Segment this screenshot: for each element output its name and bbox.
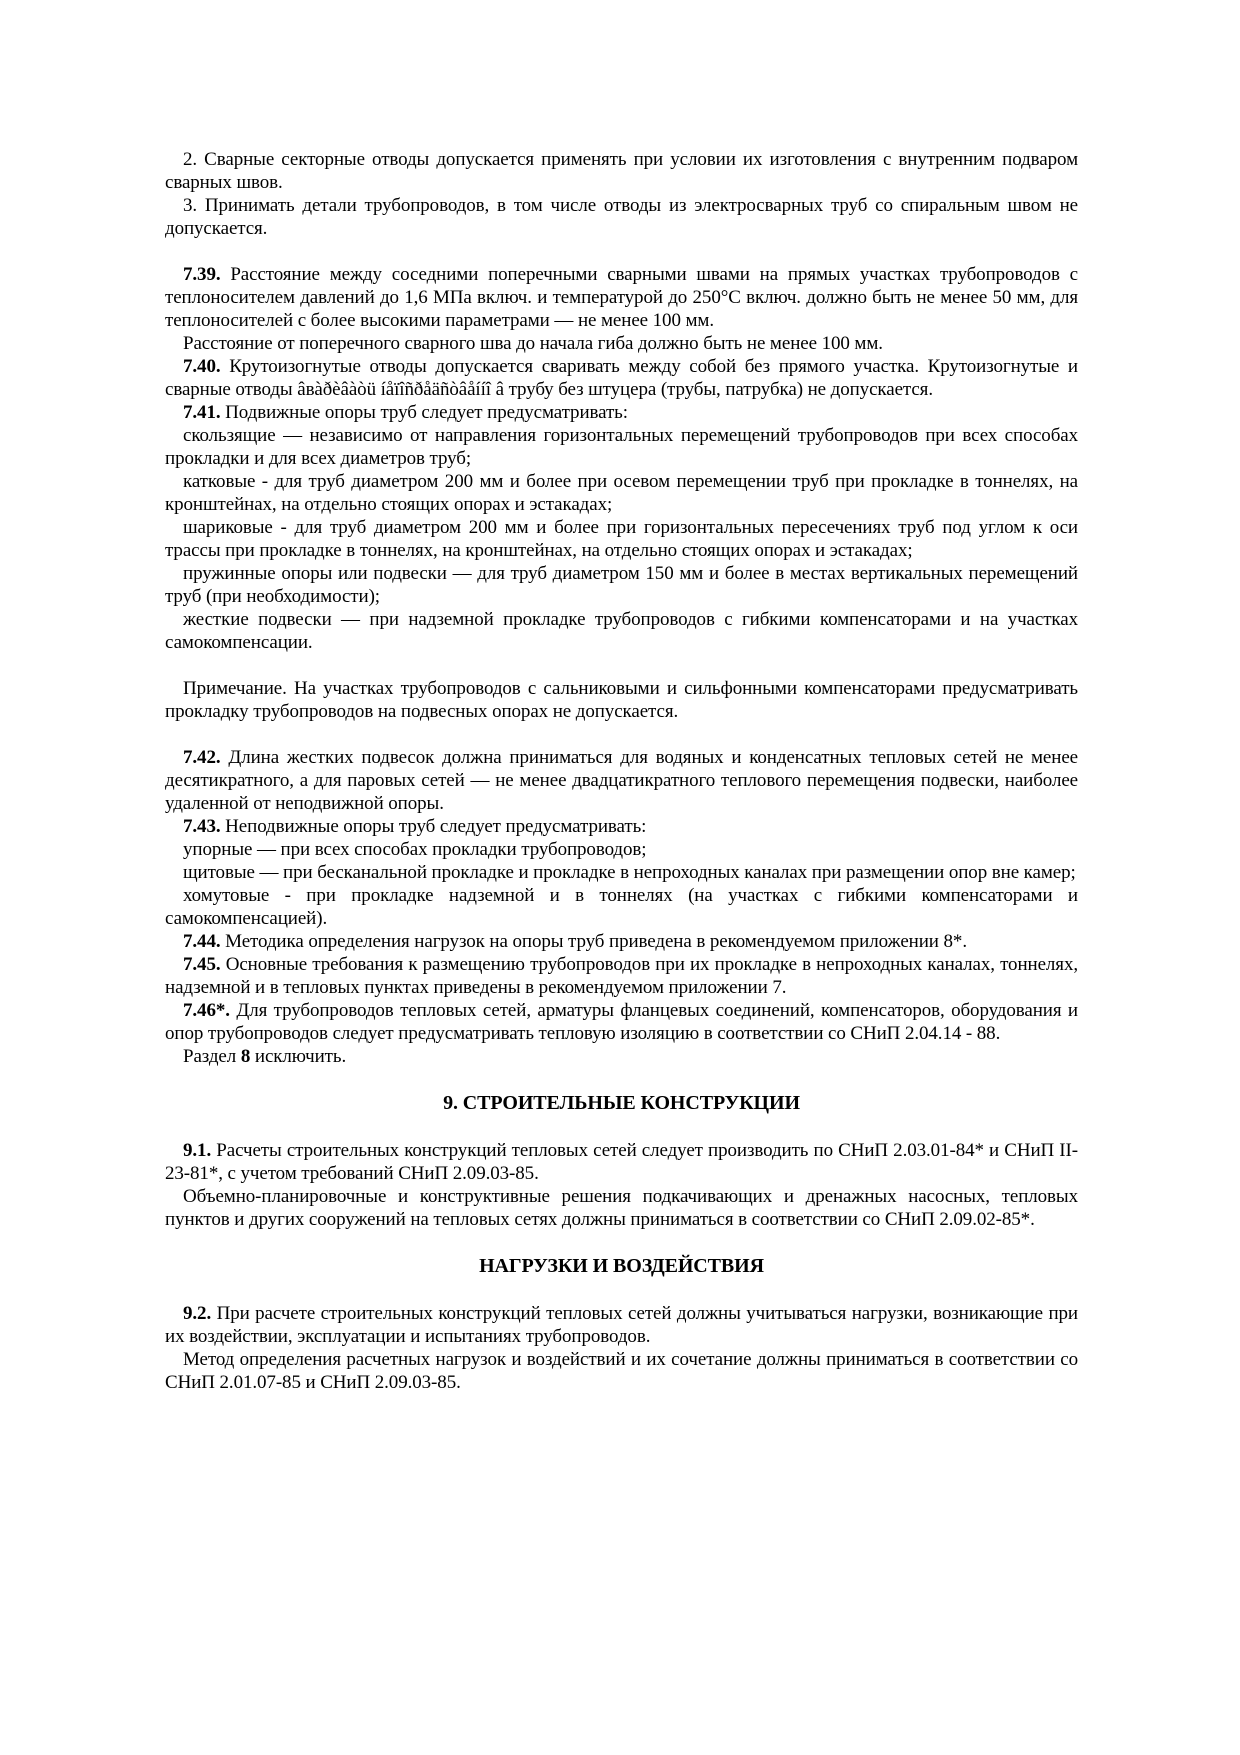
heading-loads-and-impacts: НАГРУЗКИ И ВОЗДЕЙСТВИЯ [479, 1255, 764, 1277]
list-item-sliding-supports [165, 424, 1078, 470]
paragraph-7-43-text: Неподвижные опоры труб следует предусматривать: [225, 816, 647, 837]
list-item-thrust-supports [165, 838, 1078, 861]
paragraph-7-39-text: Расстояние между соседними поперечными сварными швами на прямых участках трубопроводов с теплоносителем давлений до 1,6 МПа включ. и температурой до 250°С включ. должно быть не менее 50 мм, для теплоносителей с более высокими параметрами — не менее 100 мм. [165, 264, 1079, 331]
paragraph-note [165, 677, 1078, 723]
paragraph-7-41-text: Подвижные опоры труб следует предусматривать: [225, 402, 628, 423]
paragraph-item-2-text: 2. Сварные секторные отводы допускается применять при условии их изготовления с внутренним подваром сварных швов. [165, 149, 1078, 193]
paragraph-7-46-number: 7.46*. [183, 1000, 230, 1021]
paragraph-9-1-continuation-text: Объемно-планировочные и конструктивные решения подкачивающих и дренажных насосных, тепловых пунктов и других сооружений на тепловых сетях должны приниматься в соответствии со СНиП 2.09.02-85*. [165, 1186, 1078, 1230]
paragraph-9-1-text: Расчеты строительных конструкций тепловых сетей следует производить по СНиП 2.03.01-84* и СНиП II-23-81*, с учетом требований СНиП 2.09.03-85. [165, 1140, 1078, 1184]
paragraph-7-39-number: 7.39. [183, 264, 221, 285]
paragraph-item-3-text: 3. Принимать детали трубопроводов, в том числе отводы из электросварных труб со спиральным швом не допускается. [165, 195, 1078, 239]
paragraph-9-2-text: При расчете строительных конструкций тепловых сетей должны учитываться нагрузки, возникающие при их воздействии, эксплуатации и испытаниях трубопроводов. [165, 1303, 1078, 1347]
list-item-ball-supports [165, 516, 1078, 562]
paragraph-7-42-number: 7.42. [183, 747, 221, 768]
paragraph-item-3 [165, 194, 1078, 240]
list-item-spring-supports-text: пружинные опоры или подвески — для труб диаметром 150 мм и более в местах вертикальных перемещений труб (при необходимости); [165, 563, 1078, 607]
paragraph-7-46 [165, 999, 1078, 1045]
document-text-column [165, 148, 1078, 1394]
paragraph-7-40-number: 7.40. [183, 356, 221, 377]
paragraph-7-44 [165, 930, 1078, 953]
list-item-shield-supports [165, 861, 1078, 884]
paragraph-7-40 [165, 355, 1078, 401]
paragraph-note-text: Примечание. На участках трубопроводов с сальниковыми и сильфонными компенсаторами предусматривать прокладку трубопроводов на подвесных опорах не допускается. [165, 678, 1078, 722]
heading-section-9: 9. СТРОИТЕЛЬНЫЕ КОНСТРУКЦИИ [443, 1092, 800, 1114]
list-item-roller-supports-text: катковые - для труб диаметром 200 мм и более при осевом перемещении труб при прокладке в тоннелях, на кронштейнах, на отдельно стоящих опорах и эстакадах; [165, 471, 1078, 515]
paragraph-7-42 [165, 746, 1078, 815]
list-item-clamp-supports-text: хомутовые - при прокладке надземной и в тоннелях (на участках с гибкими компенсаторами и самокомпенсацией). [165, 885, 1078, 929]
paragraph-9-2 [165, 1302, 1078, 1348]
paragraph-section-8-excluded-pre: Раздел [183, 1046, 237, 1067]
paragraph-7-41 [165, 401, 1078, 424]
paragraph-7-43-number: 7.43. [183, 816, 221, 837]
paragraph-section-8-excluded-number: 8 [240, 1046, 251, 1067]
list-item-ball-supports-text: шариковые - для труб диаметром 200 мм и более при горизонтальных пересечениях труб под углом к оси трассы при прокладке в тоннелях, на кронштейнах, на отдельно стоящих опорах и эстакадах; [165, 517, 1078, 561]
paragraph-7-39-continuation [165, 332, 1078, 355]
list-item-sliding-supports-text: скользящие — независимо от направления горизонтальных перемещений трубопроводов при всех способах прокладки и для всех диаметров труб; [165, 425, 1078, 469]
list-item-clamp-supports [165, 884, 1078, 930]
paragraph-section-8-excluded [165, 1045, 1078, 1068]
list-item-thrust-supports-text: упорные — при всех способах прокладки трубопроводов; [183, 839, 647, 860]
paragraph-7-45-number: 7.45. [183, 954, 221, 975]
paragraph-7-45-text: Основные требования к размещению трубопроводов при их прокладке в непроходных каналах, тоннелях, надземной и в тепловых пунктах приведены в рекомендуемом приложении 7. [165, 954, 1078, 998]
list-item-rigid-hangers [165, 608, 1078, 654]
paragraph-7-39-continuation-text: Расстояние от поперечного сварного шва до начала гиба должно быть не менее 100 мм. [183, 333, 883, 354]
paragraph-7-44-text: Методика определения нагрузок на опоры труб приведена в рекомендуемом приложении 8*. [225, 931, 967, 952]
paragraph-7-42-text: Длина жестких подвесок должна приниматься для водяных и конденсатных тепловых сетей не менее десятикратного, а для паровых сетей — не менее двадцатикратного теплового перемещения подвески, наиболее удаленной от неподвижной опоры. [165, 747, 1079, 814]
paragraph-9-1 [165, 1139, 1078, 1185]
paragraph-7-46-text: Для трубопроводов тепловых сетей, арматуры фланцевых соединений, компенсаторов, оборудования и опор трубопроводов следует предусматривать тепловую изоляцию в соответствии со СНиП 2.04.14 - 88. [165, 1000, 1078, 1044]
paragraph-7-41-number: 7.41. [183, 402, 221, 423]
paragraph-7-40-text: Крутоизогнутые отводы допускается сваривать между собой без прямого участка. Крутоизогнутые и сварные отводы âвàðèâàòü íåïîñðåäñòâåííî â трубу без штуцера (трубы, патрубка) не допускается. [165, 356, 1078, 400]
paragraph-9-1-number: 9.1. [183, 1140, 212, 1161]
paragraph-7-43 [165, 815, 1078, 838]
paragraph-section-8-excluded-post: исключить. [254, 1046, 347, 1067]
paragraph-item-2 [165, 148, 1078, 194]
paragraph-7-39 [165, 263, 1078, 332]
paragraph-7-44-number: 7.44. [183, 931, 221, 952]
paragraph-7-45 [165, 953, 1078, 999]
list-item-spring-supports [165, 562, 1078, 608]
paragraph-9-1-continuation [165, 1185, 1078, 1231]
paragraph-9-2-number: 9.2. [183, 1303, 212, 1324]
list-item-shield-supports-text: щитовые — при бесканальной прокладке и прокладке в непроходных каналах при размещении опор вне камер; [183, 862, 1076, 883]
list-item-roller-supports [165, 470, 1078, 516]
list-item-rigid-hangers-text: жесткие подвески — при надземной прокладке трубопроводов с гибкими компенсаторами и на участках самокомпенсации. [165, 609, 1078, 653]
paragraph-9-2-continuation [165, 1348, 1078, 1394]
paragraph-9-2-continuation-text: Метод определения расчетных нагрузок и воздействий и их сочетание должны приниматься в соответствии со СНиП 2.01.07-85 и СНиП 2.09.03-85. [165, 1349, 1078, 1393]
